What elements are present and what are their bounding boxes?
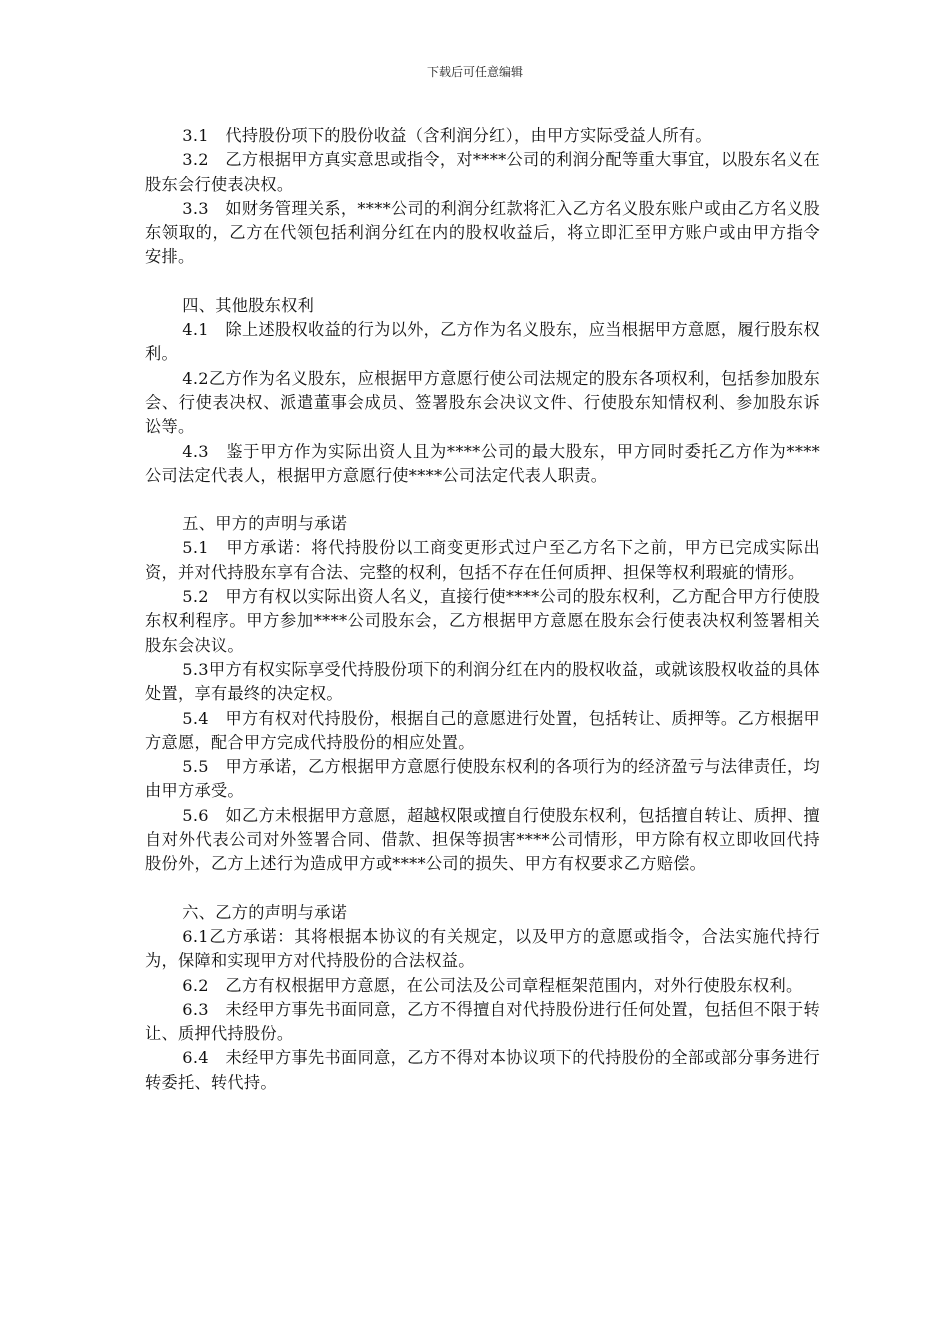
section-5-heading: 五、甲方的声明与承诺 <box>182 514 348 534</box>
section-6-heading: 六、乙方的声明与承诺 <box>182 902 348 922</box>
clause-5-1: 5.1 甲方承诺：将代持股份以工商变更形式过户至乙方名下之前，甲方已完成实际出资，并对代持股东享有合法、完整的权利，包括不存在任何质押、担保等权利瑕疵的情形。 <box>145 538 820 582</box>
clause-4-1: 4.1 除上述股权收益的行为以外，乙方作为名义股东，应当根据甲方意愿，履行股东权利。 <box>145 320 820 364</box>
document-body <box>145 124 820 1095</box>
section-4-heading: 四、其他股东权利 <box>182 295 315 315</box>
clause-6-4: 6.4 未经甲方事先书面同意，乙方不得对本协议项下的代持股份的全部或部分事务进行转委托、转代持。 <box>145 1048 820 1092</box>
clause-6-1: 6.1乙方承诺：其将根据本协议的有关规定，以及甲方的意愿或指令，合法实施代持行为，保障和实现甲方对代持股份的合法权益。 <box>145 926 820 971</box>
clause-3-2: 3.2 乙方根据甲方真实意思或指令，对****公司的利润分配等重大事宜，以股东名义在股东会行使表决权。 <box>145 150 820 194</box>
clause-4-3: 4.3 鉴于甲方作为实际出资人且为****公司的最大股东，甲方同时委托乙方作为****公司法定代表人，根据甲方意愿行使****公司法定代表人职责。 <box>145 441 820 485</box>
clause-5-3: 5.3甲方有权实际享受代持股份项下的利润分红在内的股权收益，或就该股权收益的具体处置，享有最终的决定权。 <box>145 659 820 704</box>
clause-3-3: 3.3 如财务管理关系，****公司的利润分红款将汇入乙方名义股东账户或由乙方名义股东领取的，乙方在代领包括利润分红在内的股权收益后，将立即汇至甲方账户或由甲方指令安排。 <box>145 198 820 267</box>
clause-5-2: 5.2 甲方有权以实际出资人名义，直接行使****公司的股东权利，乙方配合甲方行使股东权利程序。甲方参加****公司股东会，乙方根据甲方意愿在股东会行使表决权利签署相关股东会决议。 <box>145 587 820 655</box>
clause-3-1: 3.1 代持股份项下的股份收益（含利润分红），由甲方实际受益人所有。 <box>182 126 712 145</box>
clause-6-3: 6.3 未经甲方事先书面同意，乙方不得擅自对代持股份进行任何处置，包括但不限于转让、质押代持股份。 <box>145 999 820 1044</box>
page-header-note: 下载后可任意编辑 <box>426 65 523 79</box>
clause-5-4: 5.4 甲方有权对代持股份，根据自己的意愿进行处置，包括转让、质押等。乙方根据甲方意愿，配合甲方完成代持股份的相应处置。 <box>145 708 820 752</box>
clause-4-2: 4.2乙方作为名义股东，应根据甲方意愿行使公司法规定的股东各项权利，包括参加股东会、行使表决权、派遣董事会成员、签署股东会决议文件、行使股东知情权利、参加股东诉讼等。 <box>145 368 820 437</box>
clause-6-2: 6.2 乙方有权根据甲方意愿，在公司法及公司章程框架范围内，对外行使股东权利。 <box>182 975 803 995</box>
clause-5-6: 5.6 如乙方未根据甲方意愿，超越权限或擅自行使股东权利，包括擅自转让、质押、擅自对外代表公司对外签署合同、借款、担保等损害****公司情形，甲方除有权立即收回代持股份外，乙方上述行为造成甲方或****公司的损失、甲方有权要求乙方赔偿。 <box>145 805 820 874</box>
clause-5-5: 5.5 甲方承诺，乙方根据甲方意愿行使股东权利的各项行为的经济盈亏与法律责任，均由甲方承受。 <box>145 757 820 801</box>
